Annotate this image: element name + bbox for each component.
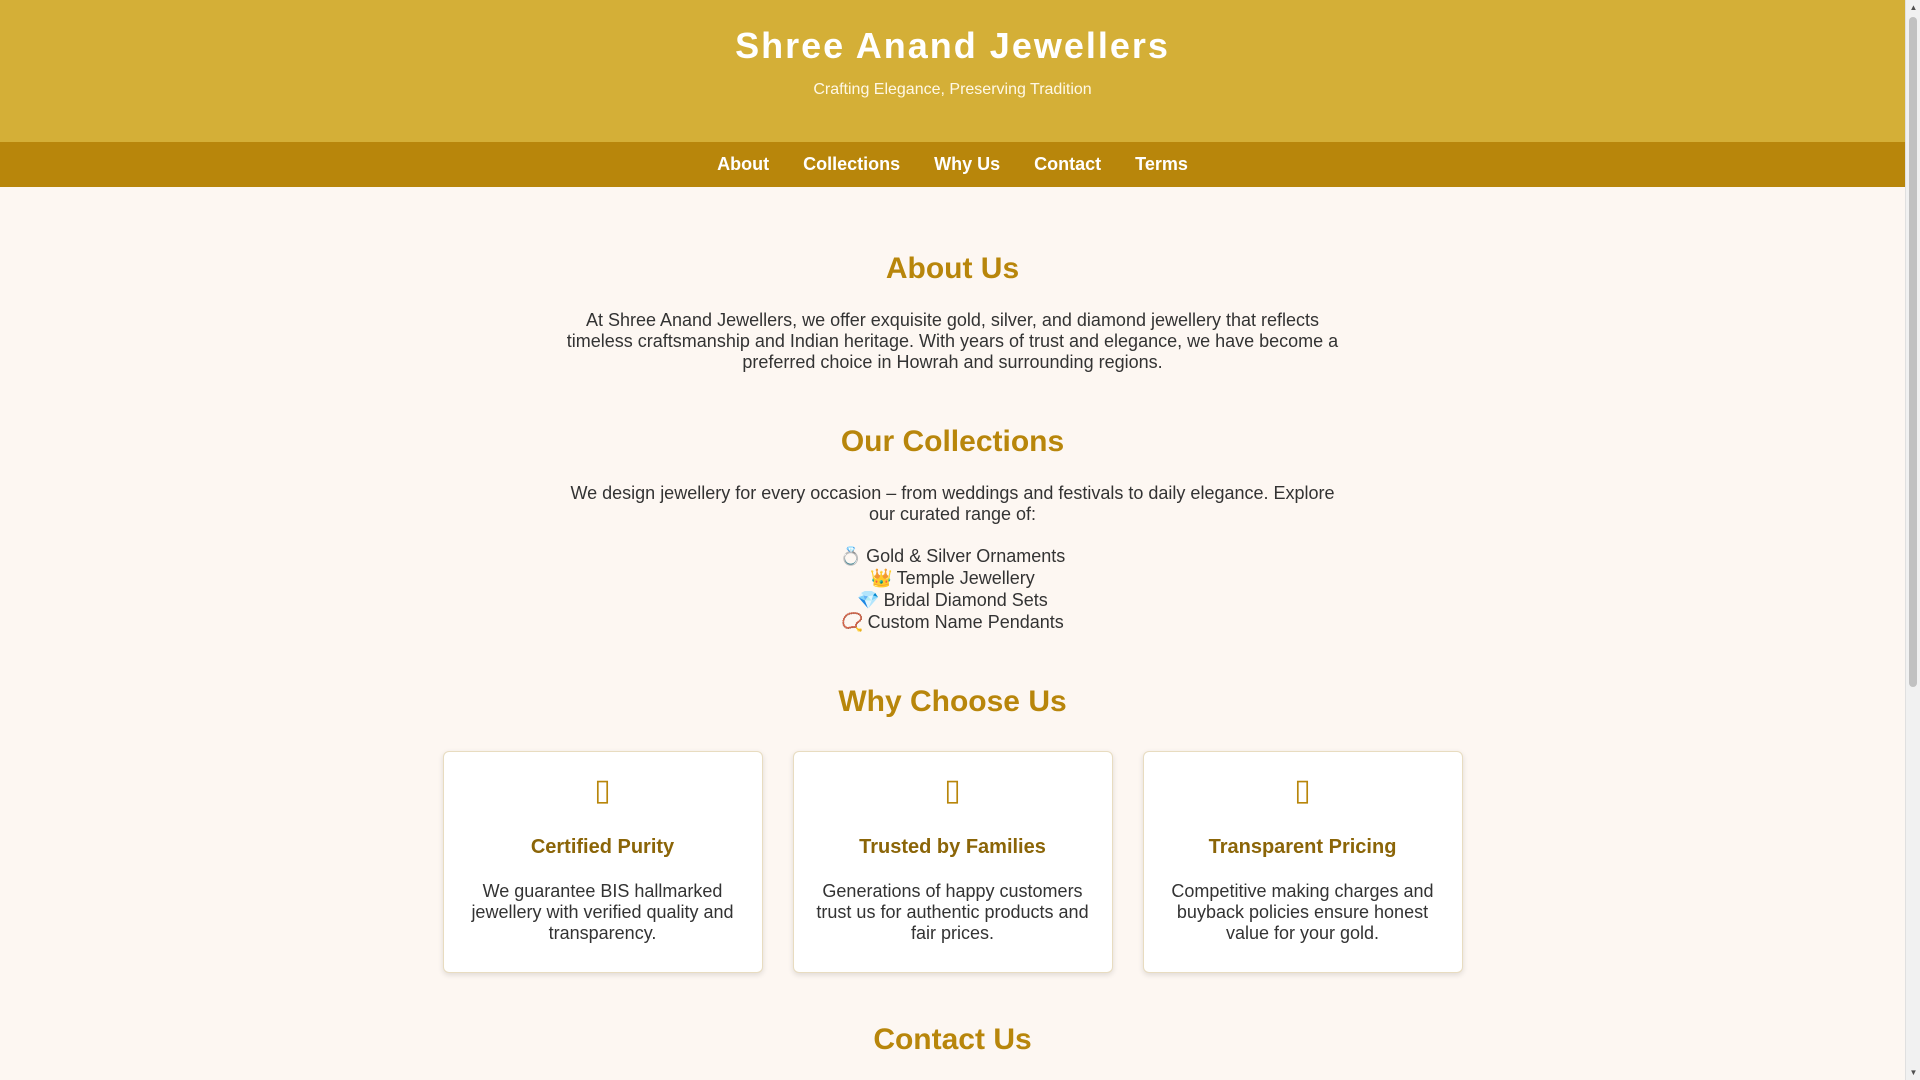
collection-item-label: Bridal Diamond Sets bbox=[883, 590, 1048, 610]
crown-icon: 👑 bbox=[870, 568, 893, 588]
contact-section bbox=[0, 973, 1905, 1057]
list-item bbox=[0, 545, 1905, 567]
collection-list bbox=[0, 545, 1905, 633]
contact-title: Contact Us bbox=[873, 1023, 1032, 1056]
about-section bbox=[0, 187, 1905, 373]
certificate-icon: ▯ bbox=[594, 774, 611, 807]
nav-link-collections[interactable]: Collections bbox=[803, 154, 901, 174]
nav-link-terms[interactable]: Terms bbox=[1135, 154, 1188, 174]
nav-link-about[interactable]: About bbox=[717, 154, 770, 174]
diamond-icon: 💎 bbox=[857, 590, 880, 610]
ring-icon: 💍 bbox=[839, 546, 863, 566]
list-item bbox=[0, 589, 1905, 611]
feature-card-transparent-pricing bbox=[1143, 751, 1463, 973]
beads-icon: 📿 bbox=[841, 612, 864, 632]
why-title: Why Choose Us bbox=[838, 685, 1067, 718]
scroll-down-arrow-icon[interactable]: ▼ bbox=[1909, 1068, 1918, 1077]
feature-cards bbox=[0, 751, 1905, 973]
collection-item-label: Temple Jewellery bbox=[896, 568, 1035, 588]
collections-title: Our Collections bbox=[840, 425, 1065, 458]
family-icon: ▯ bbox=[944, 774, 961, 807]
nav-link-contact[interactable]: Contact bbox=[1034, 154, 1102, 174]
nav-link-why-us[interactable]: Why Us bbox=[934, 154, 1001, 174]
about-text: At Shree Anand Jewellers, we offer exquisite gold, silver, and diamond jewellery that reflects timeless craftsmanship and Indian heritage. With years of trust and elegance, we have become a preferred choice in Howrah and surrounding regions. bbox=[566, 310, 1339, 372]
scroll-up-arrow-icon[interactable]: ▲ bbox=[1909, 3, 1918, 12]
card-title: Certified Purity bbox=[530, 836, 675, 858]
collections-text: We design jewellery for every occasion – from weddings and festivals to daily elegance. Explore our curated range of: bbox=[570, 483, 1335, 524]
collection-item-label: Gold & Silver Ornaments bbox=[866, 546, 1066, 566]
list-item bbox=[0, 567, 1905, 589]
card-title: Trusted by Families bbox=[859, 836, 1046, 858]
feature-card-trusted-by-families bbox=[793, 751, 1113, 973]
scrollbar-thumb[interactable] bbox=[1909, 17, 1917, 687]
site-header bbox=[0, 0, 1905, 142]
price-tag-icon: ▯ bbox=[1294, 774, 1311, 807]
vertical-scrollbar[interactable] bbox=[1905, 0, 1920, 1080]
card-text: We guarantee BIS hallmarked jewellery with verified quality and transparency. bbox=[471, 881, 734, 943]
card-text: Competitive making charges and buyback policies ensure honest value for your gold. bbox=[1171, 881, 1434, 943]
collections-section bbox=[0, 373, 1905, 633]
card-title: Transparent Pricing bbox=[1208, 836, 1397, 858]
main-nav bbox=[0, 142, 1905, 187]
why-section bbox=[0, 633, 1905, 973]
collection-item-label: Custom Name Pendants bbox=[867, 612, 1064, 632]
brand-tagline: Crafting Elegance, Preserving Tradition bbox=[813, 81, 1092, 98]
feature-card-certified-purity bbox=[443, 751, 763, 973]
brand-title: Shree Anand Jewellers bbox=[735, 25, 1170, 66]
list-item bbox=[0, 611, 1905, 633]
about-title: About Us bbox=[885, 252, 1020, 285]
card-text: Generations of happy customers trust us for authentic products and fair prices. bbox=[816, 881, 1089, 943]
